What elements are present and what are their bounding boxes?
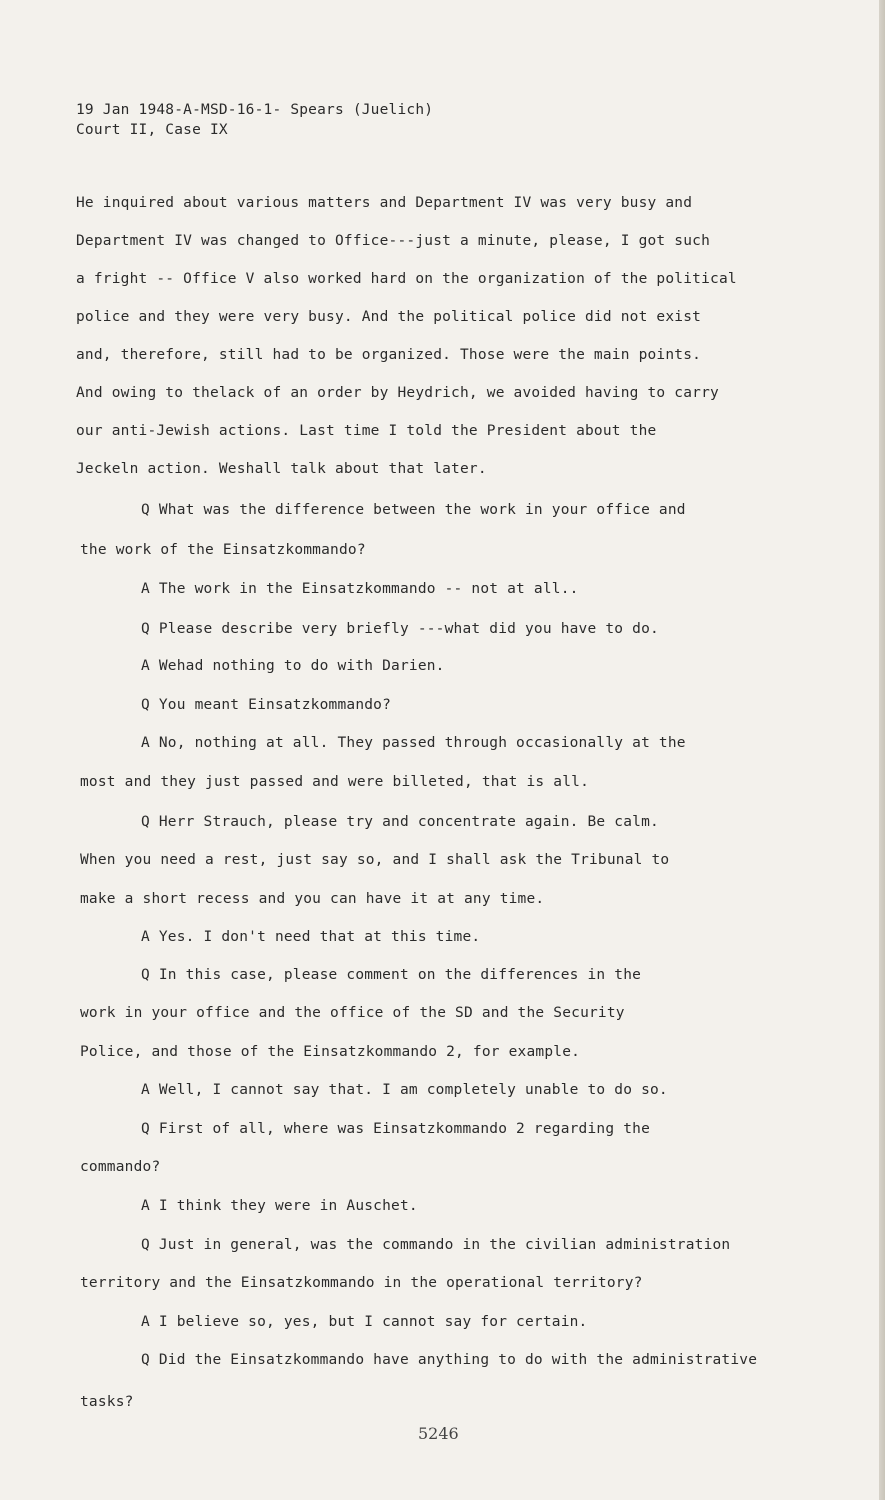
body-line: most and they just passed and were billeted, that is all.: [80, 774, 589, 790]
body-line: the work of the Einsatzkommando?: [80, 542, 366, 558]
body-line: Police, and those of the Einsatzkommando 2, for example.: [80, 1044, 581, 1060]
question-line: Q Did the Einsatzkommando have anything to do with the administrative: [141, 1352, 758, 1368]
body-line: tasks?: [80, 1394, 134, 1410]
body-line: our anti-Jewish actions. Last time I told the President about the: [76, 423, 657, 439]
answer-line: A No, nothing at all. They passed through occasionally at the: [141, 735, 686, 751]
body-line: Department IV was changed to Office---just a minute, please, I got such: [76, 233, 711, 249]
answer-line: A The work in the Einsatzkommando -- not at all..: [141, 581, 579, 597]
body-line: and, therefore, still had to be organized. Those were the main points.: [76, 347, 702, 363]
page-number: 5246: [418, 1424, 459, 1443]
body-line: Jeckeln action. Weshall talk about that later.: [76, 461, 487, 477]
question-line: Q Please describe very briefly ---what did you have to do.: [141, 621, 659, 637]
answer-line: A I think they were in Auschet.: [141, 1198, 418, 1214]
page-edge: [879, 0, 885, 1500]
body-line: police and they were very busy. And the political police did not exist: [76, 309, 702, 325]
question-line: Q In this case, please comment on the differences in the: [141, 967, 642, 983]
body-line: make a short recess and you can have it at any time.: [80, 891, 545, 907]
answer-line: A Yes. I don't need that at this time.: [141, 929, 481, 945]
body-line: He inquired about various matters and Department IV was very busy and: [76, 195, 693, 211]
question-line: Q What was the difference between the work in your office and: [141, 502, 686, 518]
answer-line: A Wehad nothing to do with Darien.: [141, 658, 445, 674]
question-line: Q Herr Strauch, please try and concentrate again. Be calm.: [141, 814, 659, 830]
body-line: a fright -- Office V also worked hard on the organization of the political: [76, 271, 737, 287]
body-line: commando?: [80, 1159, 161, 1175]
header-line-2: Court II, Case IX: [76, 122, 228, 138]
body-line: territory and the Einsatzkommando in the operational territory?: [80, 1275, 643, 1291]
question-line: Q You meant Einsatzkommando?: [141, 697, 392, 713]
body-line: And owing to thelack of an order by Heydrich, we avoided having to carry: [76, 385, 719, 401]
body-line: When you need a rest, just say so, and I shall ask the Tribunal to: [80, 852, 670, 868]
body-line: work in your office and the office of the SD and the Security: [80, 1005, 625, 1021]
question-line: Q First of all, where was Einsatzkommando 2 regarding the: [141, 1121, 650, 1137]
answer-line: A I believe so, yes, but I cannot say for certain.: [141, 1314, 588, 1330]
question-line: Q Just in general, was the commando in the civilian administration: [141, 1237, 731, 1253]
answer-line: A Well, I cannot say that. I am completely unable to do so.: [141, 1082, 668, 1098]
header-line-1: 19 Jan 1948-A-MSD-16-1- Spears (Juelich): [76, 102, 434, 118]
